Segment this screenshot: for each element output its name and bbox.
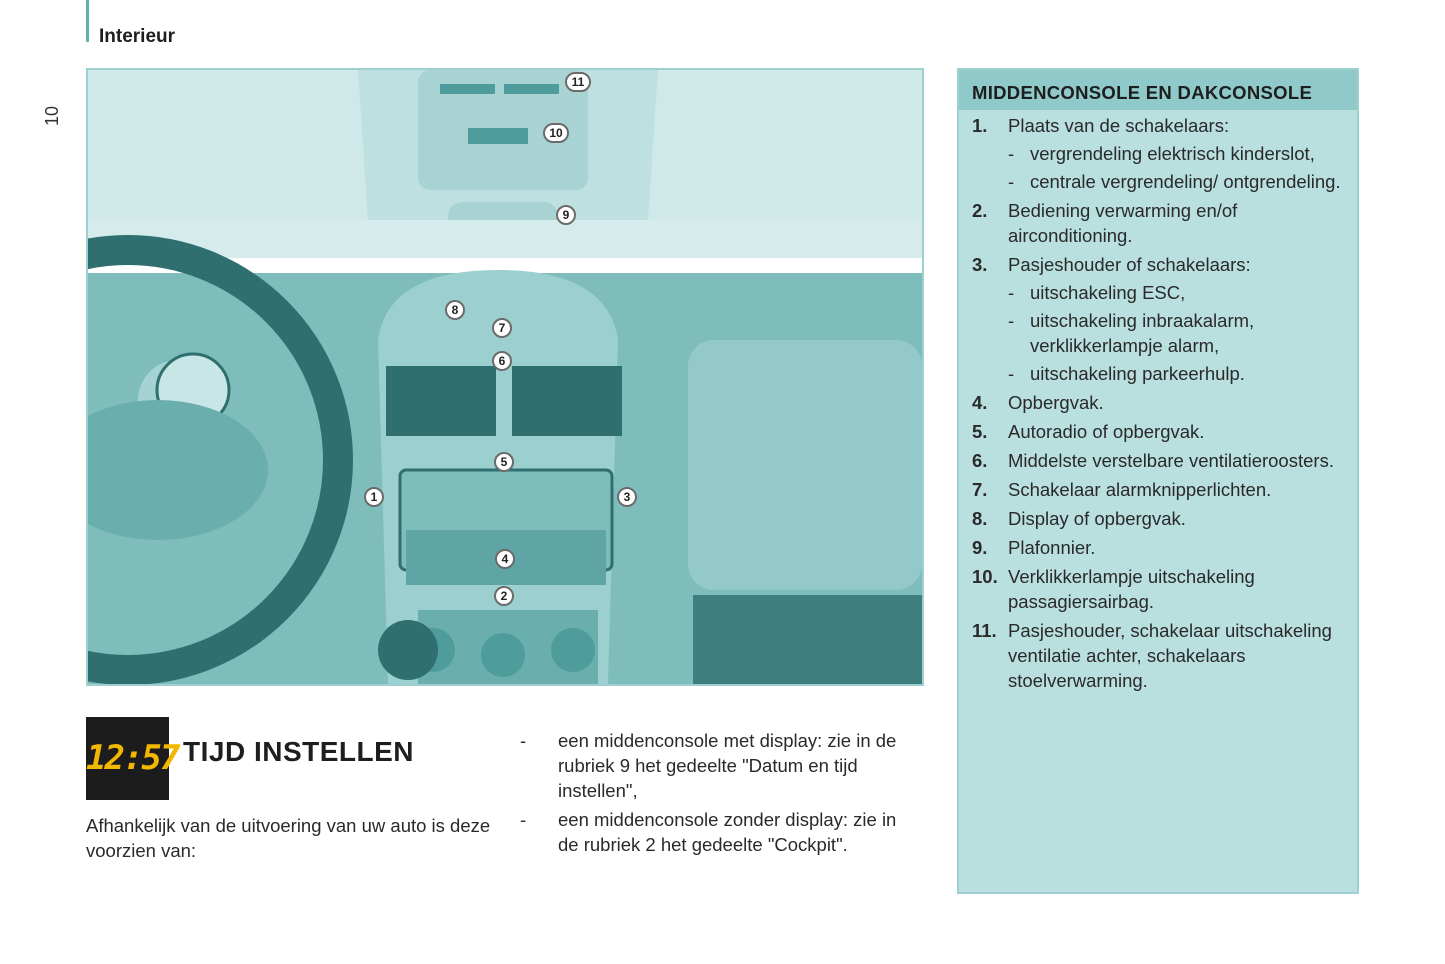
callout-11: 11 <box>565 72 591 92</box>
panel-title: MIDDENCONSOLE EN DAKCONSOLE <box>972 82 1313 103</box>
item-number: 3. <box>972 254 988 275</box>
header-accent-bar <box>86 0 89 42</box>
panel-header <box>959 70 1357 110</box>
callout-7: 7 <box>492 318 512 338</box>
sub-item: - uitschakeling parkeerhulp. <box>1008 363 1245 384</box>
item-text: Bediening verwarming en/of airconditioning. <box>1008 200 1238 246</box>
callout-9: 9 <box>556 205 576 225</box>
legend-item-6 <box>972 448 1357 473</box>
overhead-slot-left <box>440 84 495 94</box>
vent-left <box>386 366 496 436</box>
time-setting-heading: TIJD INSTELLEN <box>183 736 415 767</box>
callout-6: 6 <box>492 351 512 371</box>
footwell <box>693 595 922 684</box>
gear-knob <box>378 620 438 680</box>
item-text: Schakelaar alarmknipperlichten. <box>1008 479 1272 500</box>
legend-item-11 <box>972 618 1357 693</box>
item-number: 5. <box>972 421 988 442</box>
callout-3: 3 <box>617 487 637 507</box>
legend-item-8 <box>972 506 1357 531</box>
legend-item-1 <box>972 113 1357 194</box>
sub-item-text: uitschakeling parkeerhulp. <box>1030 363 1245 384</box>
callout-5: 5 <box>494 452 514 472</box>
climate-knob-center <box>481 633 525 677</box>
sub-item-text: uitschakeling inbraakalarm, verklikkerlampje alarm, <box>1030 310 1255 356</box>
item-number: 6. <box>972 450 988 471</box>
clock-display-icon <box>86 717 179 800</box>
sun-visor-right <box>648 70 922 240</box>
sub-item-text: uitschakeling ESC, <box>1030 282 1186 303</box>
time-setting-options <box>520 728 920 861</box>
legend-item-4 <box>972 390 1357 415</box>
sub-item-text: vergrendeling elektrisch kinderslot, <box>1030 143 1315 164</box>
item-number: 11. <box>972 620 997 641</box>
callout-4: 4 <box>495 549 515 569</box>
callout-2: 2 <box>494 586 514 606</box>
sun-visor-left <box>88 70 368 240</box>
legend-item-7 <box>972 477 1357 502</box>
legend-item-9 <box>972 535 1357 560</box>
item-number: 7. <box>972 479 988 500</box>
climate-knob-right <box>551 628 595 672</box>
legend-item-10 <box>972 564 1357 614</box>
item-text: Opbergvak. <box>1008 392 1104 413</box>
item-text: Plaats van de schakelaars: <box>1008 115 1230 136</box>
list-item: - een middenconsole met display: zie in de rubriek 9 het gedeelte "Datum en tijd instellen", <box>520 730 897 801</box>
item-number: 2. <box>972 200 988 221</box>
sub-item: - vergrendeling elektrisch kinderslot, <box>1008 143 1315 164</box>
option-text: een middenconsole met display: zie in de rubriek 9 het gedeelte "Datum en tijd instellen", <box>558 730 897 801</box>
section-title: Interieur <box>99 26 176 47</box>
legend-item-5 <box>972 419 1357 444</box>
clock-digits: 12:57 <box>86 738 179 778</box>
callout-8: 8 <box>445 300 465 320</box>
sub-item: - uitschakeling ESC, <box>1008 282 1186 303</box>
sub-item: - centrale vergrendeling/ ontgrendeling. <box>1008 171 1341 192</box>
legend-list <box>972 113 1357 697</box>
item-number: 9. <box>972 537 988 558</box>
item-number: 8. <box>972 508 988 529</box>
item-text: Plafonnier. <box>1008 537 1096 558</box>
item-number: 1. <box>972 115 988 136</box>
callout-10: 10 <box>543 123 569 143</box>
vent-right <box>512 366 622 436</box>
item-text: Pasjeshouder of schakelaars: <box>1008 254 1251 275</box>
option-text: een middenconsole zonder display: zie in de rubriek 2 het gedeelte "Cockpit". <box>558 809 897 855</box>
item-text: Display of opbergvak. <box>1008 508 1186 529</box>
sub-item-text: centrale vergrendeling/ ontgrendeling. <box>1030 171 1341 192</box>
airbag-indicator <box>468 128 528 144</box>
console-legend-panel <box>957 68 1359 894</box>
dashboard-illustration <box>86 68 924 686</box>
item-text: Middelste verstelbare ventilatieroosters. <box>1008 450 1334 471</box>
item-number: 10. <box>972 566 998 587</box>
glovebox-lid <box>688 340 922 590</box>
sub-item: - uitschakeling inbraakalarm, verklikkerlampje alarm, <box>1008 310 1255 356</box>
legend-item-2 <box>972 198 1357 248</box>
overhead-slot-right <box>504 84 559 94</box>
item-text: Verklikkerlampje uitschakeling passagiersairbag. <box>1008 566 1255 612</box>
legend-item-3 <box>972 252 1357 386</box>
time-setting-intro: Afhankelijk van de uitvoering van uw auto is deze voorzien van: <box>86 815 491 861</box>
item-text: Autoradio of opbergvak. <box>1008 421 1205 442</box>
page-number: 10 <box>42 105 62 127</box>
item-text: Pasjeshouder, schakelaar uitschakeling ventilatie achter, schakelaars stoelverwarming. <box>1008 620 1332 691</box>
list-item: - een middenconsole zonder display: zie in de rubriek 2 het gedeelte "Cockpit". <box>520 809 897 855</box>
callout-1: 1 <box>364 487 384 507</box>
item-number: 4. <box>972 392 988 413</box>
